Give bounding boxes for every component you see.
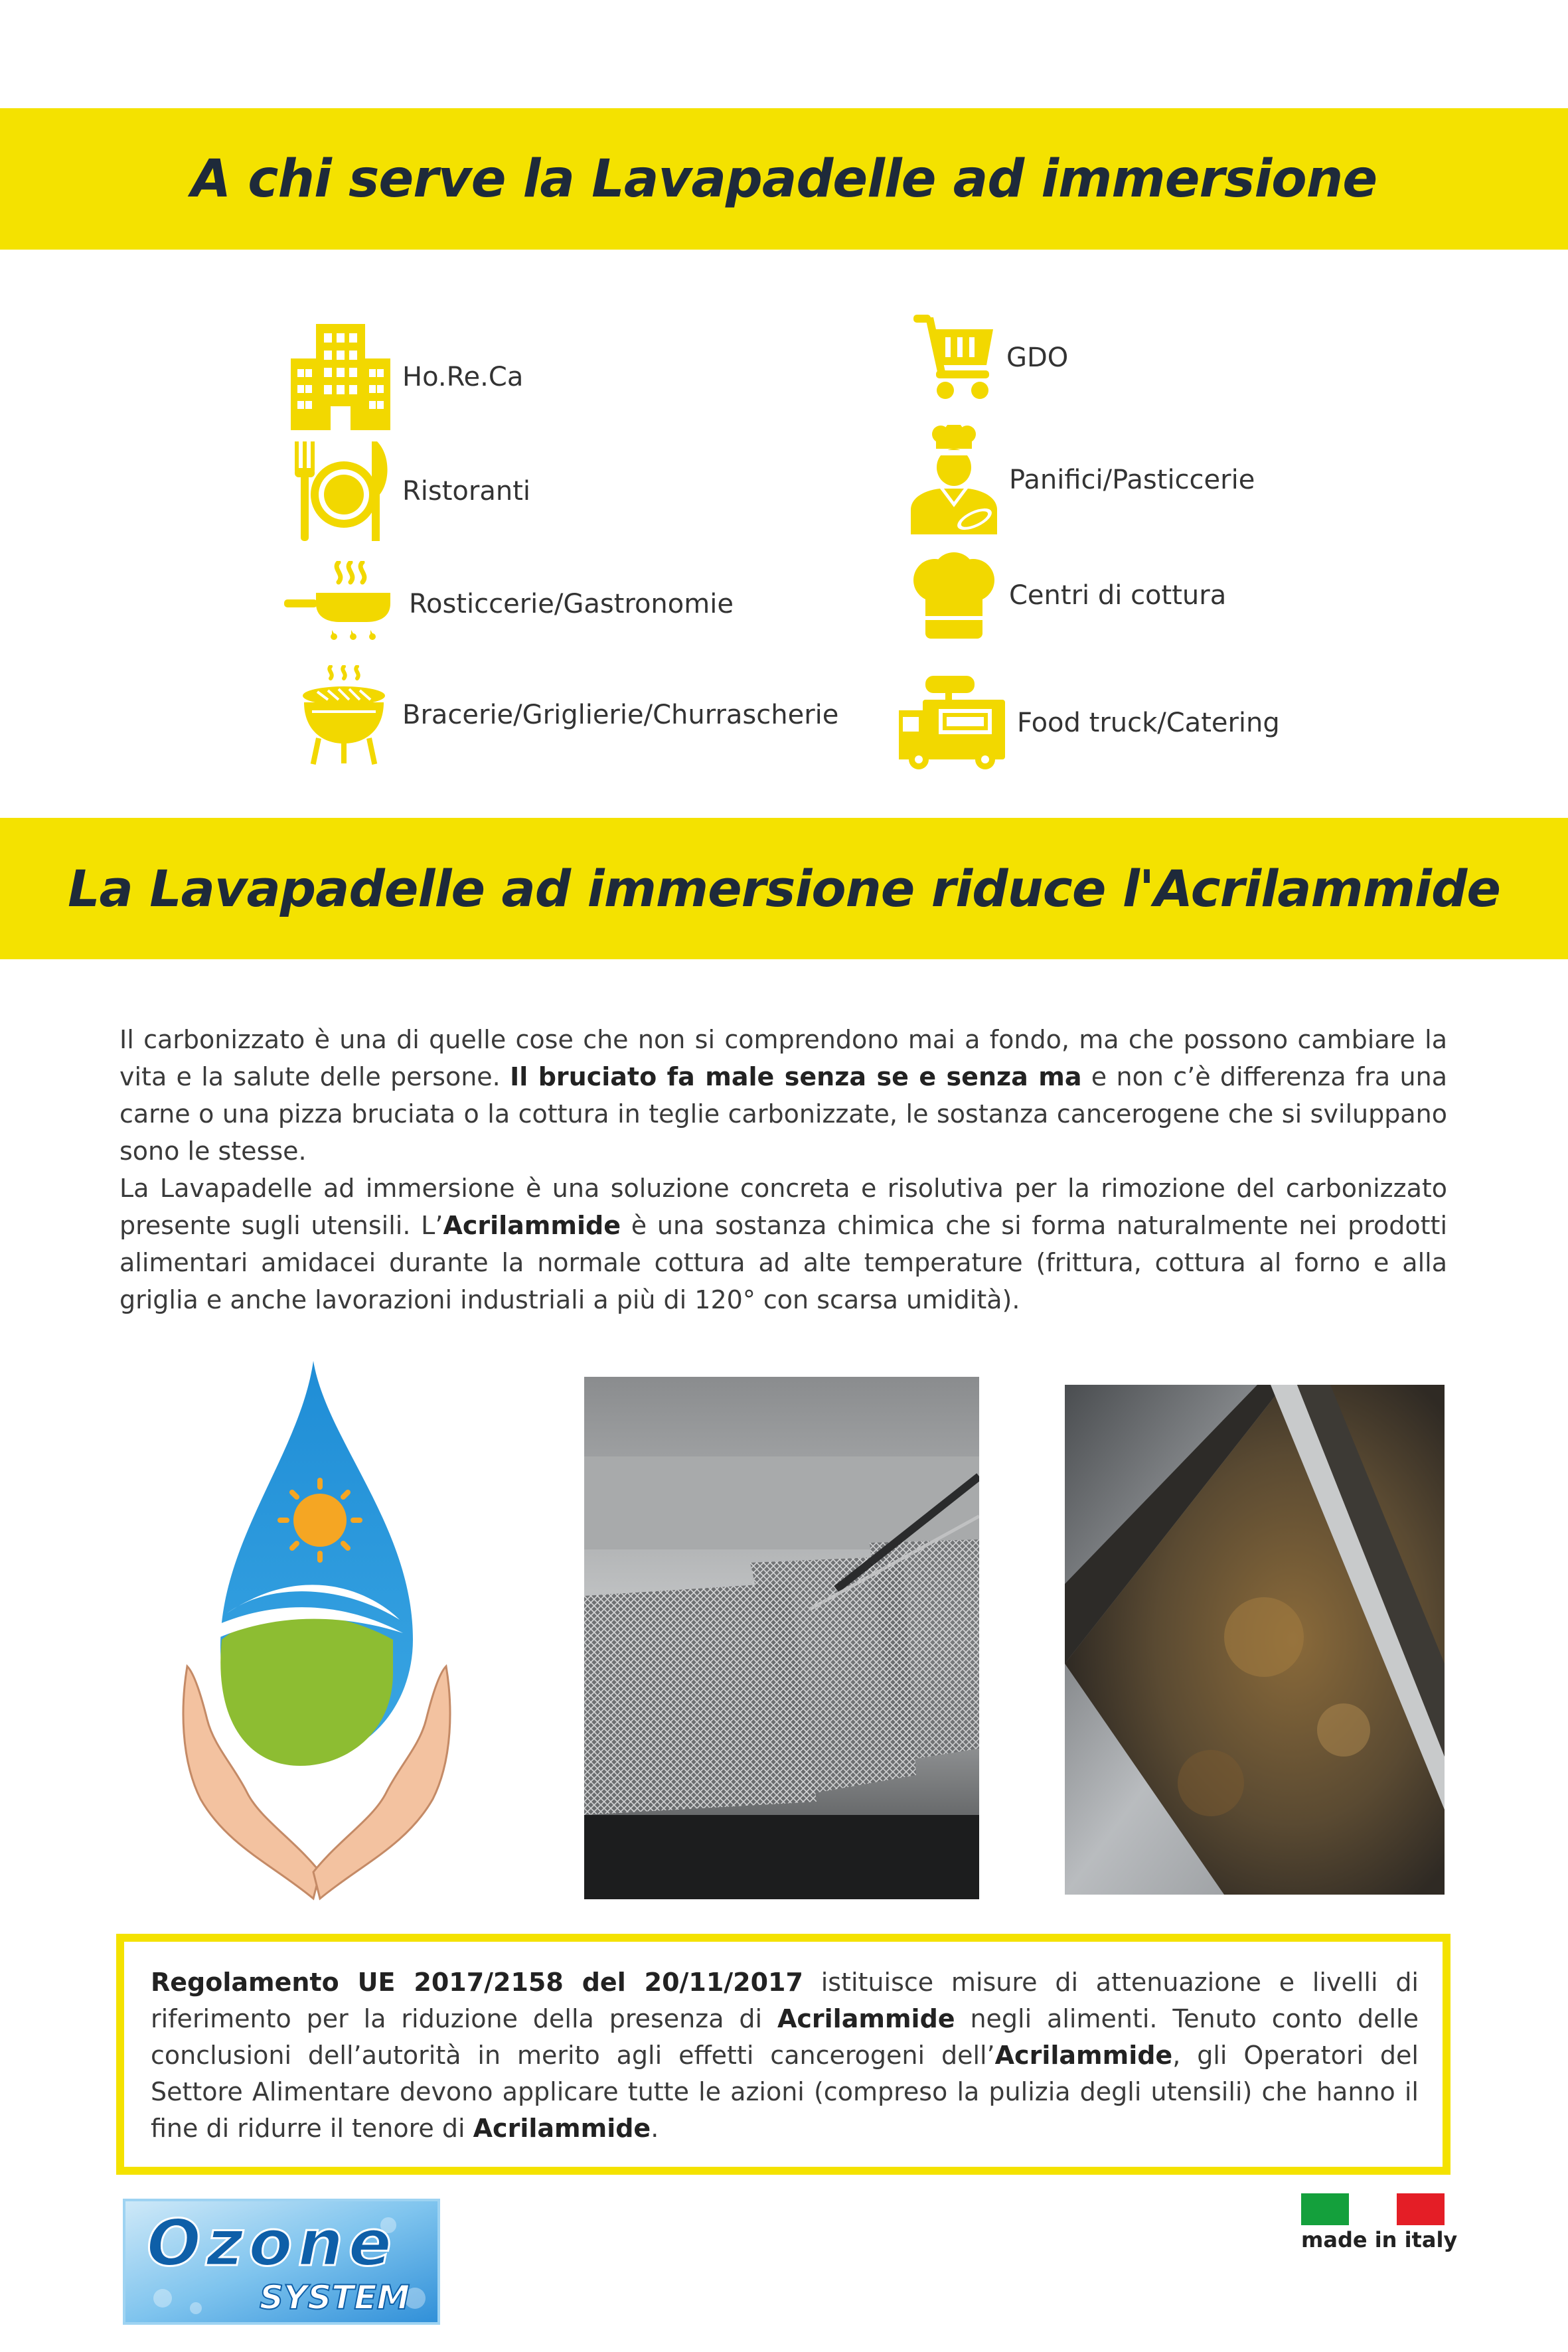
sector-label: GDO — [1006, 343, 1069, 373]
barbecue-grill-icon — [297, 665, 390, 765]
description-text — [119, 1021, 1447, 1318]
ozone-logo-word: Ozone — [147, 2206, 397, 2280]
sector-label: Rosticcerie/Gastronomie — [409, 589, 734, 619]
section-banner — [0, 818, 1568, 959]
made-in-italy-label: made in italy — [1301, 2227, 1458, 2252]
water-drop-hands-logo — [174, 1361, 459, 1905]
frying-pan-icon — [284, 561, 397, 647]
sector-label: Food truck/Catering — [1017, 708, 1280, 738]
hotel-building-icon — [291, 324, 390, 430]
sector-label: Ho.Re.Ca — [402, 362, 524, 392]
baker-chef-icon — [911, 425, 997, 534]
italy-flag-icon — [1301, 2193, 1445, 2225]
sector-label: Centri di cottura — [1009, 580, 1227, 611]
sector-item-panifici — [911, 425, 1255, 534]
page-title: A chi serve la Lavapadelle ad immersione — [191, 149, 1377, 209]
section-title: La Lavapadelle ad immersione riduce l'Acrilammide — [68, 859, 1500, 918]
chef-hat-icon — [911, 552, 997, 639]
sector-item-bracerie — [297, 665, 838, 765]
sector-item-food-truck — [899, 676, 1280, 770]
sector-item-rosticcerie — [284, 561, 734, 647]
sector-item-ristoranti — [291, 441, 530, 541]
food-truck-icon — [899, 676, 1005, 770]
regulation-notice: Regolamento UE 2017/2158 del 20/11/2017 istituisce misure di attenuazione e livelli di riferimento per la riduzione della presenza di Acrilammide negli alimenti. Tenuto conto delle conclusioni dell’autorità in merito agli effetti cancerogeni dell’Acrilammide, gli Operatori del Settore Alimentare devono applicare tutte le azioni (compreso la pulizia degli utensili) che hanno il fine di ridurre il tenore di Acrilammide. — [116, 1934, 1450, 2175]
shopping-cart-icon — [913, 315, 994, 401]
description-paragraph-2: La Lavapadelle ad immersione è una soluzione concreta e risolutiva per la rimozione del carbonizzato presente sugli utensili. L’Acrilammide è una sostanza chimica che si forma naturalmente nei prodotti alimentari amidacei durante la normale cottura ad alte temperature (frittura, cottura al forno e alla griglia e anche lavorazioni industriali a più di 120° con scarsa umidità). — [119, 1174, 1447, 1314]
ozone-system-logo — [123, 2199, 440, 2325]
sector-label: Panifici/Pasticcerie — [1009, 464, 1255, 495]
description-paragraph-1: Il carbonizzato è una di quelle cose che non si comprendono mai a fondo, ma che possono cambiare la vita e la salute delle persone. Il bruciato fa male senza se e senza ma e non c’è differenza fra una carne o una pizza bruciata o la cottura in teglie carbonizzate, le sostanza cancerogene che si sviluppano sono le stesse. — [119, 1025, 1447, 1166]
sector-label: Bracerie/Griglierie/Churrascherie — [402, 700, 839, 730]
fryer-baskets-photo — [584, 1377, 979, 1899]
sector-label: Ristoranti — [402, 476, 531, 507]
sector-item-horeca — [291, 324, 523, 430]
system-logo-word: SYSTEM — [260, 2278, 410, 2317]
plate-cutlery-icon — [291, 441, 390, 541]
header-banner — [0, 108, 1568, 250]
sector-item-gdo — [913, 315, 1068, 401]
sector-item-centri-cottura — [911, 552, 1226, 639]
burnt-pan-photo — [1065, 1385, 1445, 1895]
